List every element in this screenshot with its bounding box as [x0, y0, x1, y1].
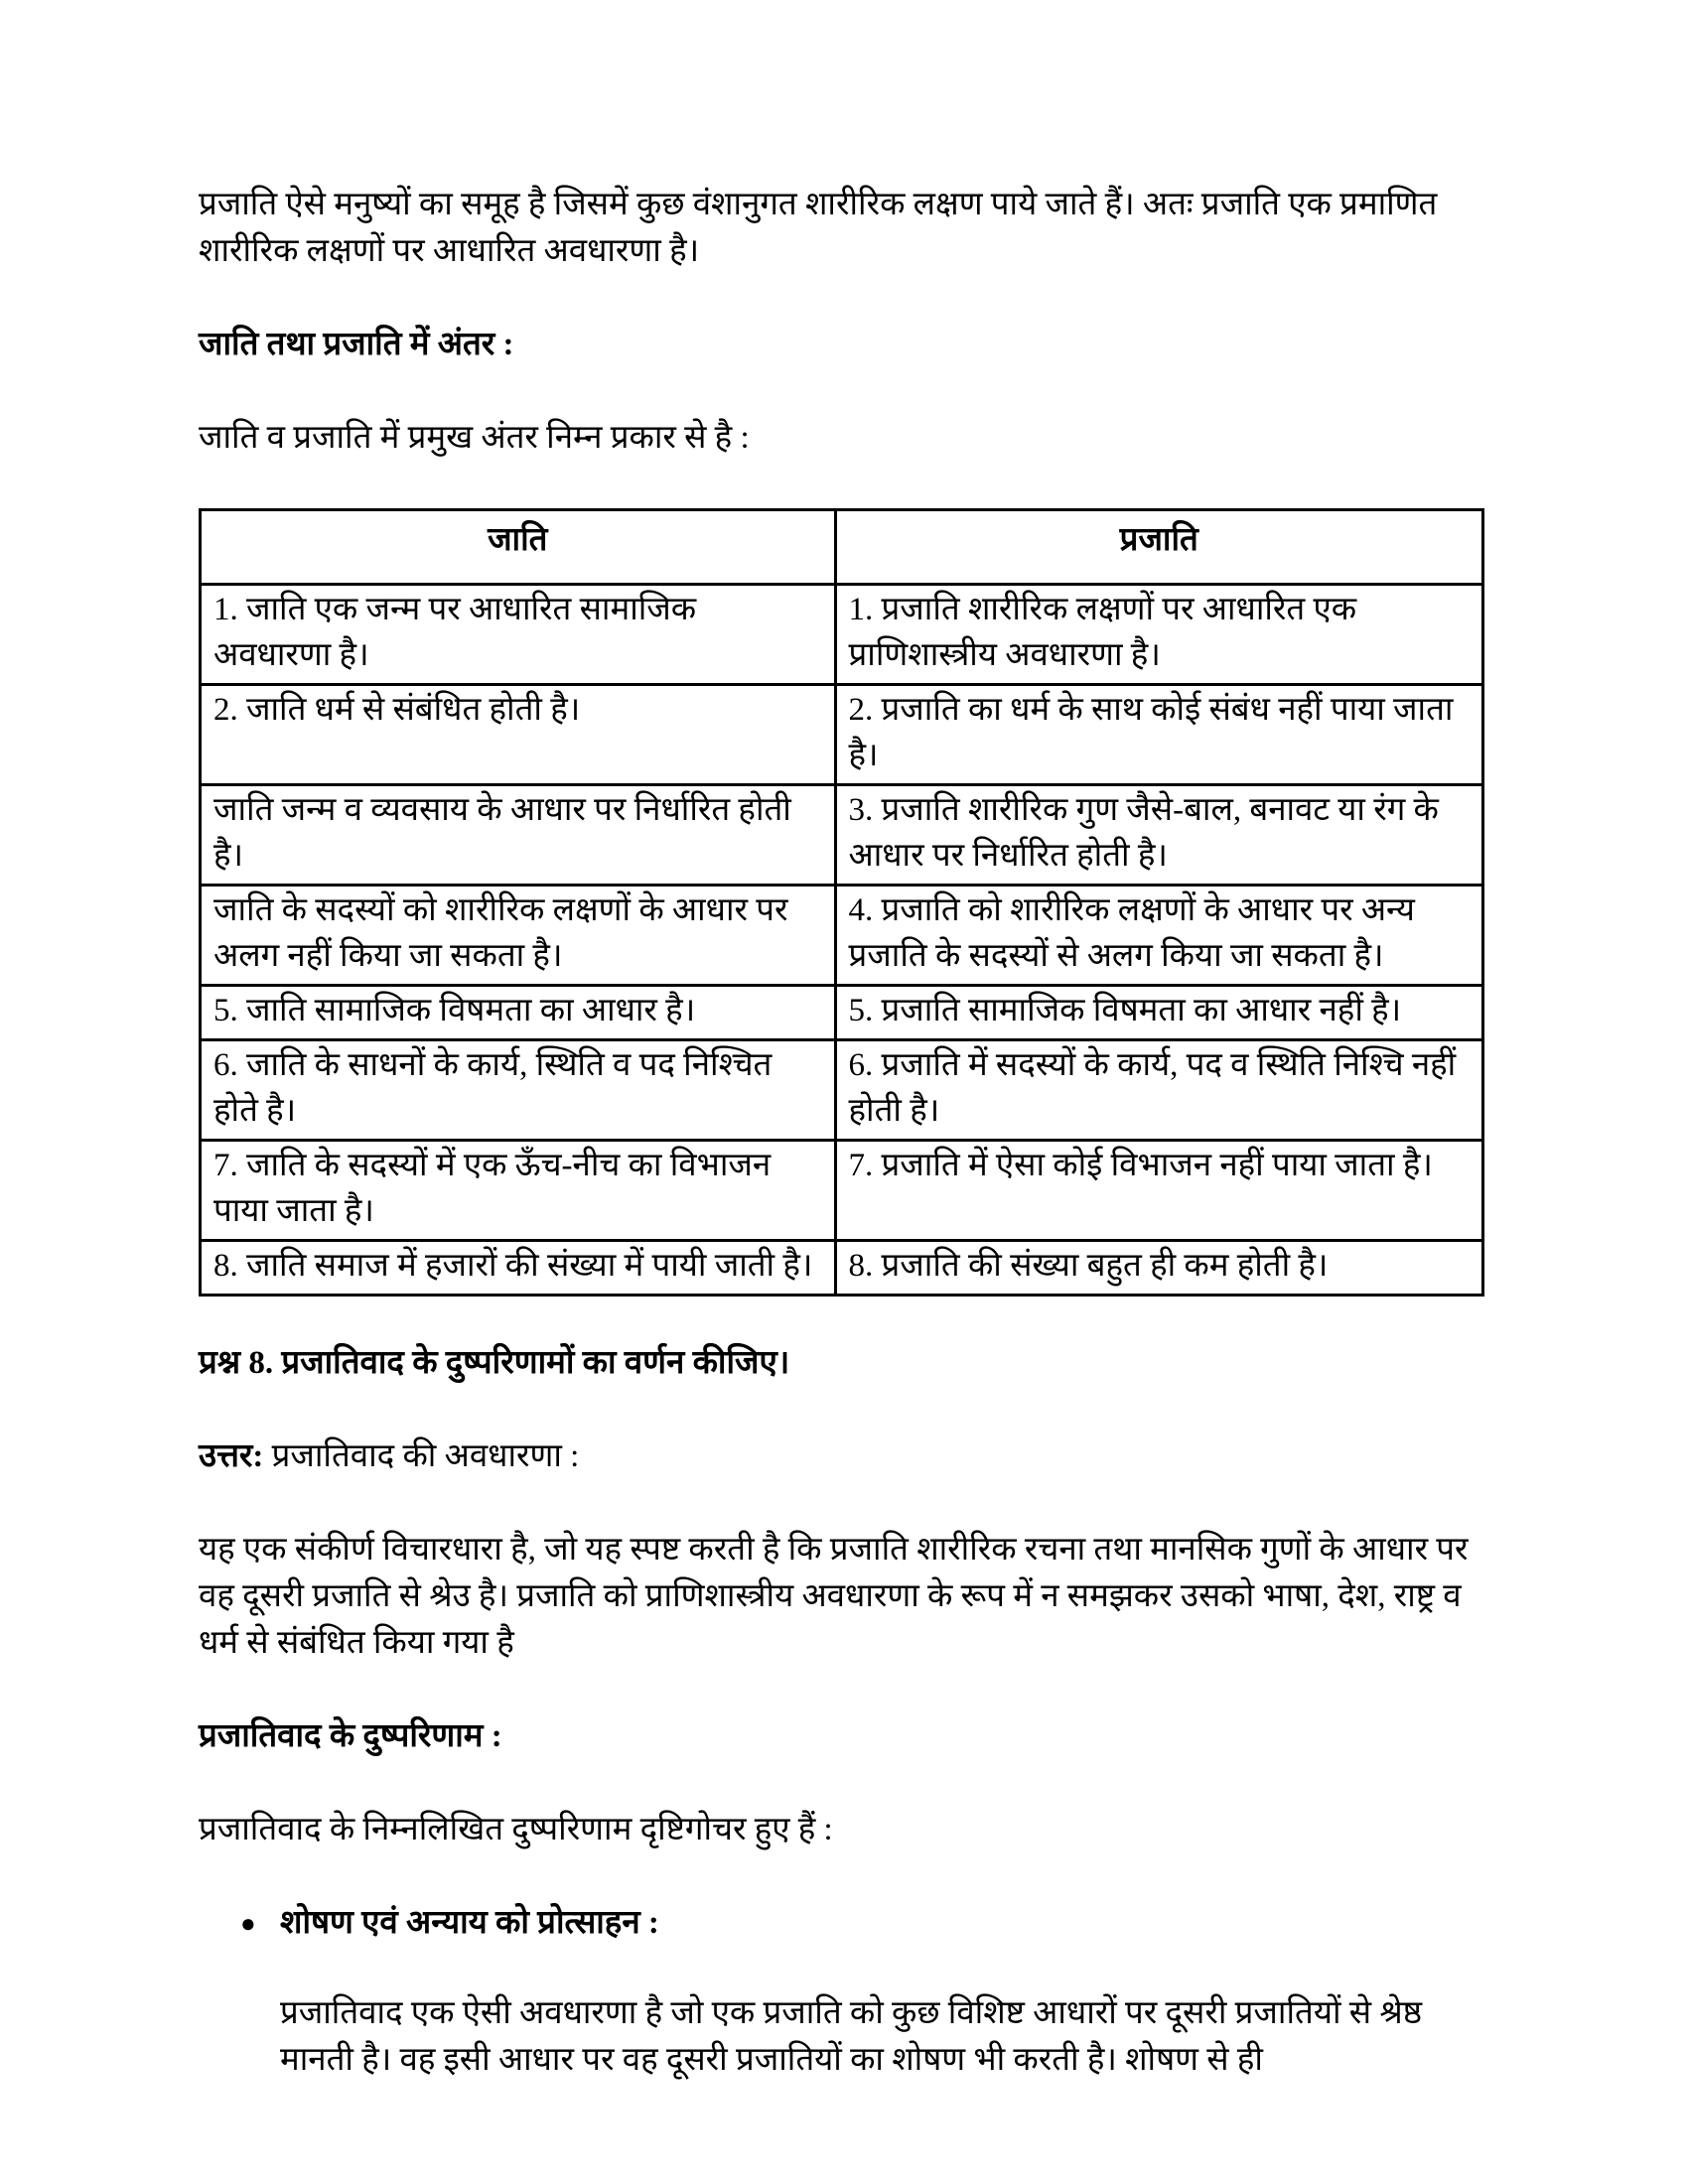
table-row — [201, 785, 1483, 886]
answer-intro-line — [199, 1433, 1484, 1480]
table-header-row — [201, 510, 1483, 585]
answer-paragraph: यह एक संकीर्ण विचारधारा है, जो यह स्पष्ट करती है कि प्रजाति शारीरिक रचना तथा मानसिक गुणों के आधार पर वह दूसरी प्रजाति से श्रेउ है। प्रजाति को प्राणिशास्त्रीय अवधारणा के रूप में न समझकर उसको भाषा, देश, राष्ट्र व धर्म से संबंधित किया गया है — [199, 1532, 1469, 1661]
table-cell-race: 4. प्रजाति को शारीरिक लक्षणों के आधार पर अन्य प्रजाति के सदस्यों से अलग किया जा सकता है। — [835, 886, 1482, 986]
section-heading-difference: जाति तथा प्रजाति में अंतर : — [199, 327, 514, 362]
intro-paragraph: प्रजाति ऐसे मनुष्यों का समूह है जिसमें कुछ वंशानुगत शारीरिक लक्षण पाये जाते हैं। अतः प्रजाति एक प्रमाणित शारीरिक लक्षणों पर आधारित अवधारणा है। — [199, 187, 1438, 269]
table-row — [201, 886, 1483, 986]
table-cell-caste: जाति जन्म व व्यवसाय के आधार पर निर्धारित होती है। — [201, 785, 836, 886]
effects-heading: प्रजातिवाद के दुष्परिणाम : — [199, 1718, 502, 1754]
table-cell-race: 8. प्रजाति की संख्या बहुत ही कम होती है। — [835, 1241, 1482, 1296]
table-row — [201, 1040, 1483, 1141]
table-cell-caste: 7. जाति के सदस्यों में एक ऊँच-नीच का विभाजन पाया जाता है। — [201, 1141, 836, 1241]
answer-intro-text: प्रजातिवाद की अवधारणा : — [263, 1438, 580, 1474]
answer-label: उत्तर: — [199, 1438, 264, 1474]
caste-vs-race-table — [199, 508, 1484, 1297]
table-row — [201, 1141, 1483, 1241]
table-cell-caste: 8. जाति समाज में हजारों की संख्या में पायी जाती है। — [201, 1241, 836, 1296]
question-heading: प्रश्न 8. प्रजातिवाद के दुष्परिणामों का वर्णन कीजिए। — [199, 1345, 790, 1381]
table-cell-caste: 1. जाति एक जन्म पर आधारित सामाजिक अवधारणा है। — [201, 585, 836, 685]
table-cell-caste: 6. जाति के साधनों के कार्य, स्थिति व पद निश्चित होते है। — [201, 1040, 836, 1141]
table-cell-race: 1. प्रजाति शारीरिक लक्षणों पर आधारित एक प्राणिशास्त्रीय अवधारणा है। — [835, 585, 1482, 685]
table-cell-caste: 2. जाति धर्म से संबंधित होती है। — [201, 685, 836, 785]
bullet-item-paragraph: प्रजातिवाद एक ऐसी अवधारणा है जो एक प्रजाति को कुछ विशिष्ट आधारों पर दूसरी प्रजातियों से श्रेष्ठ मानती है। वह इसी आधार पर वह दूसरी प्रजातियों का शोषण भी करती है। शोषण से ही — [280, 1995, 1423, 2078]
table-row — [201, 585, 1483, 685]
effects-lead-paragraph: प्रजातिवाद के निम्नलिखित दुष्परिणाम दृष्टिगोचर हुए हैं : — [199, 1812, 833, 1847]
table-cell-race: 6. प्रजाति में सदस्यों के कार्य, पद व स्थिति निश्चि नहीं होती है। — [835, 1040, 1482, 1141]
table-lead-paragraph: जाति व प्रजाति में प्रमुख अंतर निम्न प्रकार से है : — [199, 420, 750, 456]
bullet-list-item — [199, 1900, 1484, 1947]
table-cell-race: 7. प्रजाति में ऐसा कोई विभाजन नहीं पाया जाता है। — [835, 1141, 1482, 1241]
table-row — [201, 685, 1483, 785]
table-header-caste: जाति — [201, 510, 836, 585]
table-cell-caste: जाति के सदस्यों को शारीरिक लक्षणों के आधार पर अलग नहीं किया जा सकता है। — [201, 886, 836, 986]
table-cell-caste: 5. जाति सामाजिक विषमता का आधार है। — [201, 986, 836, 1040]
table-cell-race: 5. प्रजाति सामाजिक विषमता का आधार नहीं है। — [835, 986, 1482, 1040]
table-row — [201, 986, 1483, 1040]
bullet-icon: ● — [240, 1909, 256, 1938]
bullet-item-heading: शोषण एवं अन्याय को प्रोत्साहन : — [280, 1905, 659, 1941]
table-header-race: प्रजाति — [835, 510, 1482, 585]
table-row — [201, 1241, 1483, 1296]
table-cell-race: 3. प्रजाति शारीरिक गुण जैसे-बाल, बनावट या रंग के आधार पर निर्धारित होती है। — [835, 785, 1482, 886]
table-cell-race: 2. प्रजाति का धर्म के साथ कोई संबंध नहीं पाया जाता है। — [835, 685, 1482, 785]
